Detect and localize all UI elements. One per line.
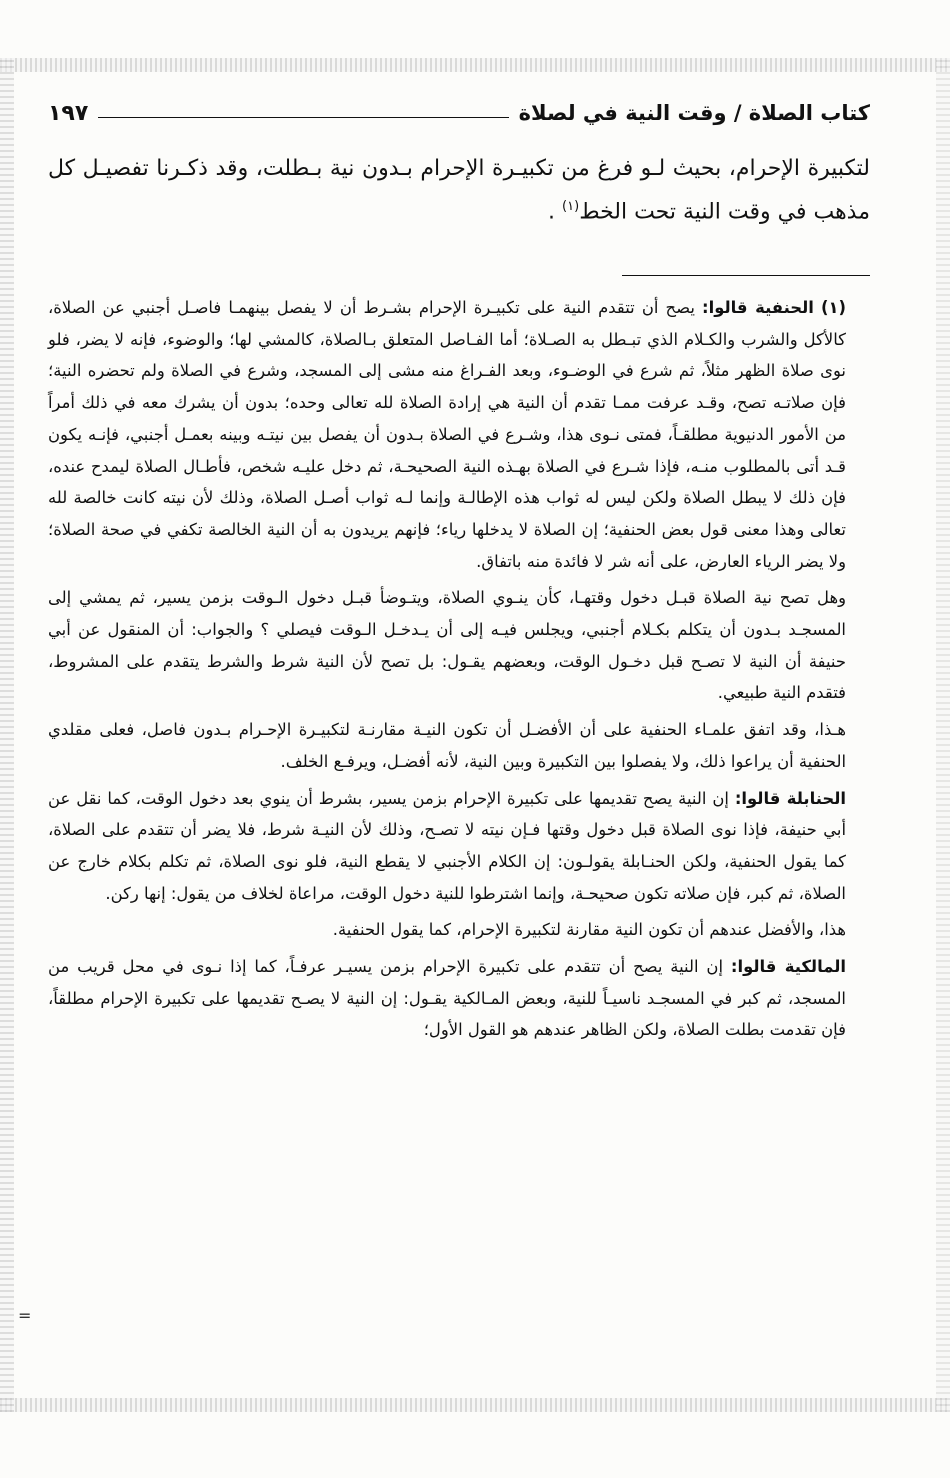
hanafiyya-text: يصح أن تتقدم النية على تكبيـرة الإحرام بشـرط أن لا يفصل بينهمـا فاصـل أجنبي عن الصلاة، كالأكل والشرب والكـلام الذي تبـطل به الصـلاة؛ أما الفـاصل المتعلق بـالصلاة، كالمشي لها؛ والوضوء، فإنه لا يضر، فلو نوى صلاة الظهر مثلاً، ثم شرع في الوضـوء، وبعد الفـراغ منه مشى إلى المسجد، وشرع في الصلاة ولم تحضره النية؛ فإن صلاتـه تصح، وقـد عرفت ممـا تقدم أن النية هي إرادة الصلاة لله تعالى وحده؛ بدون أن يشرك معه في ذلك أمراً من الأمور الدنيوية مطلقـاً، فمتى نـوى هذا، وشـرع في الصلاة بـدون أن يفصل بين نيتـه وبينه بعمـل أجنبي، فإنـه يكون قـد أتى بالمطلوب منـه، فإذا شـرع في الصلاة بهـذه النية الصحيحـة، ثم دخل عليـه شخص، فأطـال الصلاة ليمدح عنده، فإن ذلك لا يبطل الصلاة ولكن ليس له ثواب هذه الإطالـة وإنما لـه ثواب أصـل الصلاة، وذلك لأن نيته كانت خالصة لله تعالى وهذا معنى قول بعض الحنفية؛ إن الصلاة لا يدخلها رياء؛ فإنهم يريدون به أن النية الخالصة تكفي في صحة الصلاة؛ ولا يضر الرياء العارض، على أنه شر لا فائدة منه باتفاق. [48, 298, 846, 571]
footnote-hanabila [48, 783, 870, 910]
hanabila-label: الحنابلة قالوا: [734, 788, 846, 808]
continuation-mark: = [18, 1306, 32, 1325]
footnote-question [48, 582, 870, 709]
footnote-number: (١) [820, 298, 846, 317]
running-header [48, 96, 870, 130]
footnote-hanafiyya [48, 292, 870, 577]
footnotes [48, 292, 870, 1051]
main-text [48, 150, 870, 231]
scan-border-right [936, 58, 950, 1412]
footnote-agreement [48, 714, 870, 777]
footnote-malikiyya [48, 951, 870, 1046]
agreement-text: هـذا، وقد اتفق علمـاء الحنفية على أن الأفضـل أن تكون النيـة مقارنـة لتكبيـرة الإحـرام بـدون فاصل، فعلى مقلدي الحنفية أن يراعوا ذلك، ولا يفصلوا بين التكبيرة وبين النية، لأنه أفضـل، ويرفـع الخلف. [48, 720, 846, 771]
hanabila-text: إن النية يصح تقديمها على تكبيرة الإحرام بزمن يسير، بشرط أن ينوي بعد دخول الوقت، كما نقل عن أبي حنيفة، فإذا نوى الصلاة قبل دخول وقتها فـإن نيته لا تصـح، وذلك لأن النيـة شرط، فلا يضر أن تتقدم على الصلاة، كما يقول الحنفية، ولكن الحنـابلة يقولـون: إن الكلام الأجنبي لا يقطع النية، فلو نوى الصلاة، ثم تكلم بكلام خارج عن الصلاة، ثم كبر، فإن صلاته تكون صحيحـة، وإنما اشترطوا للنية دخول الوقت، مراعاة لخلاف من يقول: إنها ركن. [48, 788, 846, 903]
scan-border-top [0, 58, 950, 72]
footnote-separator [622, 275, 870, 276]
hanafiyya-label: الحنفية قالوا: [702, 298, 814, 317]
malikiyya-label: المالكية قالوا: [730, 957, 847, 977]
malikiyya-text: إن النية يصح أن تتقدم على تكبيرة الإحرام بزمن يسيـر عرفـاً، كما إذا نـوى في محل قريب من المسجد، ثم كبر في المسجـد ناسيـاً للنية، وبعض المـالكية يقـول: إن النية لا يصـح تقديمها على تكبيرة الإحرام مطلقاً، فإن تقدمت بطلت الصلاة، ولكن الظاهر عندهم هو القول الأول؛ [48, 957, 846, 1040]
scan-border-bottom [0, 1398, 950, 1412]
header-rule [98, 117, 508, 118]
running-title: كتاب الصلاة / وقت النية في لصلاة [518, 101, 870, 125]
question-text: وهل تصح نية الصلاة قبـل دخول وقتهـا، كأن ينـوي الصلاة، ويتـوضأ قبـل دخول الـوقت بزمن يسير، ثم يمشي إلى المسجـد بـدون أن يتكلم بكـلام أجنبي، ويجلس فيـه إلى أن يـدخـل الـوقت فيصلي ؟ والجواب: أن المنقول عن أبي حنيفة أن النية لا تصـح قبل دخـول الوقت، وبعضهم يقـول: بل تصح لأن النية شرط والشرط يتقدم على المشروط، فتقدم النية طبيعي. [48, 588, 846, 703]
main-text-end: . [548, 199, 556, 225]
footnote-reference: (١) [562, 199, 580, 214]
scan-border-left [0, 58, 14, 1412]
footnote-hanabila-afdal [48, 914, 870, 946]
hanabila-afdal-text: هذا، والأفضل عندهم أن تكون النية مقارنة لتكبيرة الإحرام، كما يقول الحنفية. [332, 920, 846, 940]
main-text-body: لتكبيرة الإحرام، بحيث لـو فرغ من تكبيـرة الإحرام بـدون نية بـطلت، وقد ذكـرنا تفصيـل كل مذهب في وقت النية تحت الخط [48, 156, 870, 225]
page-number: ١٩٧ [48, 100, 89, 126]
